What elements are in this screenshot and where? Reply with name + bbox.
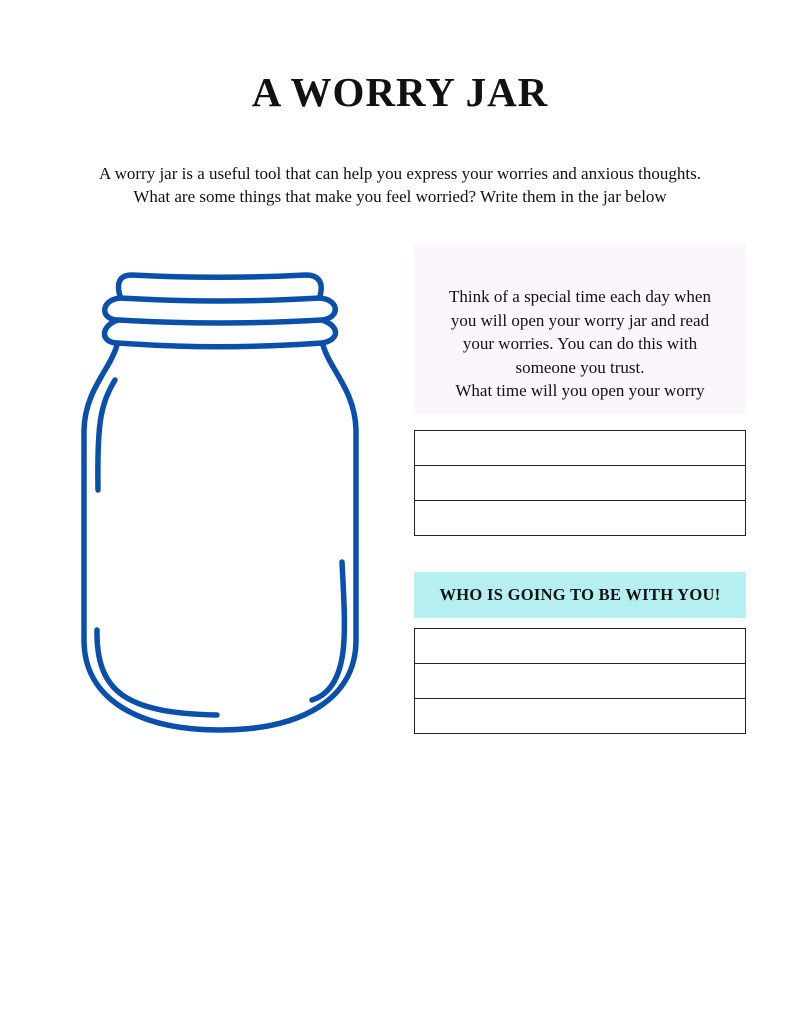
time-answer-field[interactable]	[415, 466, 745, 501]
who-answer-lines	[414, 628, 746, 734]
jar-highlight-top	[98, 380, 115, 490]
who-answer-field[interactable]	[415, 699, 745, 733]
who-heading: WHO IS GOING TO BE WITH YOU!	[414, 572, 746, 618]
intro-line-2: What are some things that make you feel worried? Write them in the jar below	[133, 187, 667, 206]
page-title: A WORRY JAR	[251, 69, 549, 115]
jar-body	[84, 345, 356, 730]
time-answer-field[interactable]	[415, 431, 745, 466]
jar-lid	[119, 275, 322, 296]
jar-illustration[interactable]	[60, 240, 380, 740]
time-prompt-line: What time will you open your worry	[455, 381, 705, 400]
time-prompt-line: someone you trust.	[515, 357, 645, 377]
who-answer-field[interactable]	[415, 629, 745, 664]
jar-ring-1	[105, 298, 336, 323]
time-answer-lines	[414, 430, 746, 536]
jar-highlight-right	[312, 562, 344, 700]
intro-line-1: A worry jar is a useful tool that can help you express your worries and anxious thoughts.	[99, 164, 701, 183]
who-answer-field[interactable]	[415, 664, 745, 699]
intro-text	[40, 162, 760, 208]
time-prompt-line: your worries. You can do this with	[462, 334, 698, 353]
time-prompt-box	[414, 244, 746, 414]
time-answer-field[interactable]	[415, 501, 745, 535]
time-prompt-line: Think of a special time each day when	[449, 287, 711, 306]
time-prompt-line: you will open your worry jar and read	[450, 310, 710, 330]
